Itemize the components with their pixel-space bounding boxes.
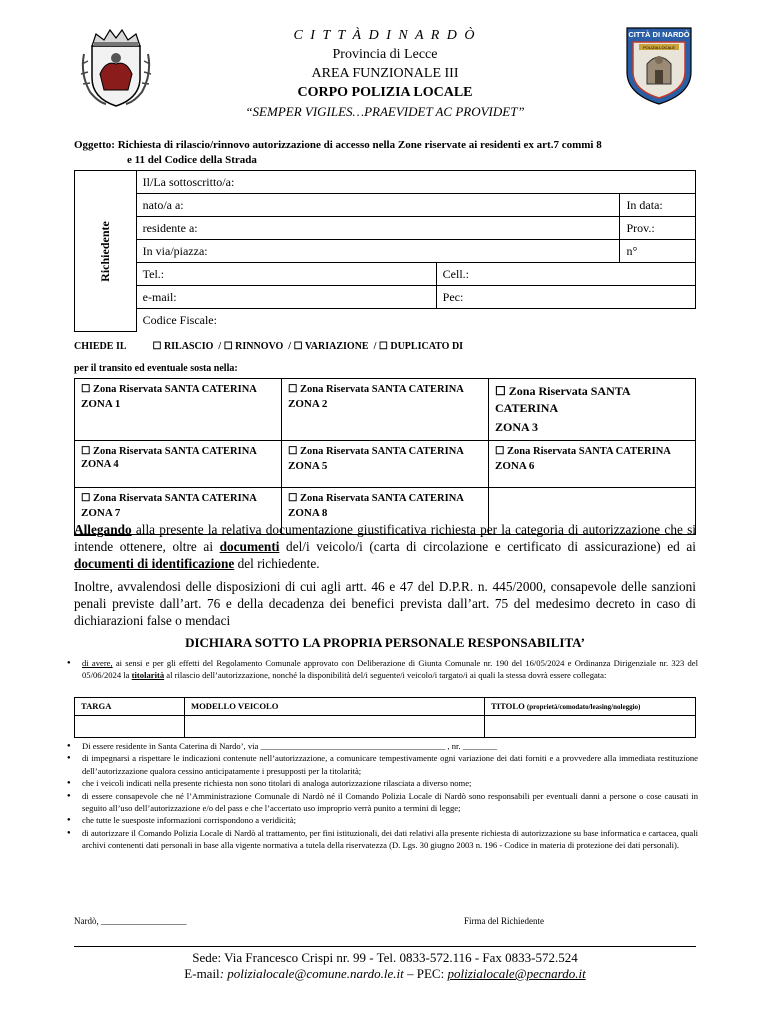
subject-label: Oggetto: <box>74 139 115 151</box>
signature-label: Firma del Richiedente <box>464 916 544 926</box>
vehicle-title-cell[interactable] <box>485 716 696 738</box>
declaration-title: DICHIARA SOTTO LA PROPRIA PERSONALE RESPONSABILITA’ <box>185 635 585 650</box>
bullet-commitment: ● di impegnarsi a rispettare le indicazioni contenute nell’autorizzazione, a comunicare tempestivamente ogni variazione dei dati forniti e a provvedere alla immediata restituzione dell’autorizzazione qualora cessino anticipatamente i presupposti per la titolarità; <box>64 752 698 777</box>
subject-line-1: Richiesta di rilascio/rinnovo autorizzazione di accesso nella Zone riservate ai residenti ex art.7 commi 8 <box>117 139 602 151</box>
declaration-bullets <box>64 740 698 852</box>
checkbox-release[interactable]: ☐ RILASCIO <box>152 341 214 352</box>
motto: “SEMPER VIGILES…PRAEVIDET AC PROVIDET” <box>245 104 525 119</box>
province-name: Provincia di Lecce <box>332 47 438 62</box>
field-mobile[interactable]: Cell.: <box>436 263 695 286</box>
request-label: CHIEDE IL <box>74 341 126 352</box>
bullet-liability: ● di essere consapevole che né l’Amministrazione Comunale di Nardò né il Comando Polizia Locale di Nardò sono responsabili per eventuali danni a persone o cose causati in seguito all’uso dell’autorizzazione e/o del pass e che l’accertato uso improprio verrà punito a termini di legge; <box>64 790 698 815</box>
field-birthdate[interactable]: In data: <box>620 194 696 217</box>
field-email[interactable]: e-mail: <box>136 286 436 309</box>
zone-4-option[interactable]: ☐ Zona Riservata SANTA CATERINA ZONA 4 <box>75 441 282 488</box>
subject-line-2: e 11 del Codice della Strada <box>127 154 257 166</box>
field-residence[interactable]: residente a: <box>136 217 620 240</box>
field-phone[interactable]: Tel.: <box>136 263 436 286</box>
applicant-side-label: Richiedente <box>75 171 137 332</box>
footer-pec-link[interactable]: polizialocale@pecnardo.it <box>447 966 586 981</box>
vehicle-plate-header: TARGA <box>75 698 185 716</box>
transit-label: per il transito ed eventuale sosta nella: <box>74 363 238 374</box>
zone-3-option[interactable]: ☐ Zona Riservata SANTA CATERINA ZONA 3 <box>489 379 696 441</box>
functional-area: AREA FUNZIONALE III <box>311 66 459 81</box>
crest-right-text: CITTÀ DI NARDÒ <box>628 30 690 39</box>
request-options: CHIEDE IL ☐ RILASCIO / ☐ RINNOVO / ☐ VARIAZIONE / ☐ DUPLICATO DI <box>74 341 464 352</box>
checkbox-duplicate[interactable]: ☐ DUPLICATO DI <box>378 341 464 352</box>
zone-1-option[interactable]: ☐ Zona Riservata SANTA CATERINA ZONA 1 <box>75 379 282 441</box>
legal-paragraph: Inoltre, avvalendosi delle disposizioni di cui agli artt. 46 e 47 del D.P.R. n. 445/2000, consapevole delle sanzioni penali previste dall’art. 76 e della decadenza dei benefici prevista dall’art. 75 del medesimo decreto in caso di dichiarazioni false o mendaci <box>74 579 696 628</box>
applicant-form <box>74 170 696 332</box>
field-birthplace[interactable]: nato/a a: <box>136 194 620 217</box>
field-street[interactable]: In via/piazza: <box>136 240 620 263</box>
place-date-field[interactable]: Nardò, ___________________ <box>74 916 187 926</box>
vehicle-table <box>74 697 696 738</box>
corps-name: CORPO POLIZIA LOCALE <box>297 85 473 100</box>
zone-7-option[interactable]: ☐ Zona Riservata SANTA CATERINA ZONA 7 <box>75 488 282 535</box>
vehicle-model-header: MODELLO VEICOLO <box>185 698 485 716</box>
zone-5-option[interactable]: ☐ Zona Riservata SANTA CATERINA ZONA 5 <box>282 441 489 488</box>
zone-8-option[interactable]: ☐ Zona Riservata SANTA CATERINA ZONA 8 <box>282 488 489 535</box>
vehicle-model-cell[interactable] <box>185 716 485 738</box>
checkbox-variation[interactable]: ☐ VARIAZIONE <box>293 341 369 352</box>
bullet-no-duplicate: ● che i veicoli indicati nella presente richiesta non sono titolari di analoga autorizzazione rilasciata a diverso nome; <box>64 777 698 789</box>
field-undersigned[interactable]: Il/La sottoscritto/a: <box>136 171 695 194</box>
attachment-paragraph: Allegando alla presente la relativa documentazione giustificativa richiesta per la categoria di autorizzazione che si intende ottenere, oltre ai documenti del/i veicolo/i (carta di circolazione e certificato di assicurazione) ed ai documenti di identificazione del richiedente. <box>74 522 696 571</box>
city-name: C I T T À D I N A R D Ò <box>293 28 477 43</box>
zones-table <box>74 378 696 535</box>
zone-2-option[interactable]: ☐ Zona Riservata SANTA CATERINA ZONA 2 <box>282 379 489 441</box>
footer-email[interactable]: : polizialocale@comune.nardo.le.it <box>219 966 404 981</box>
bullet-truthfulness: ● che tutte le suesposte informazioni corrispondono a veridicità; <box>64 814 698 826</box>
bullet-residence: ● Di essere residente in Santa Caterina di Nardo’, via ___________________________________________ , nr. ________ <box>64 740 698 752</box>
field-pec[interactable]: Pec: <box>436 286 695 309</box>
footer-address: Sede: Via Francesco Crispi nr. 99 - Tel. 0833-572.116 - Fax 0833-572.524 <box>192 950 578 965</box>
declaration-first-bullet: ● di avere, ai sensi e per gli effetti del Regolamento Comunale approvato con Deliberazione di Giunta Comunale nr. 190 del 16/05/2024 e Ordinanza Dirigenziale nr. 323 del 05/06/2024 la titolarità al rilascio dell’autorizzazione, nonché la disponibilità del/i seguente/i veicolo/i targato/i ai quali la stessa dovrà essere collegata: <box>64 657 698 682</box>
field-fiscal-code[interactable]: Codice Fiscale: <box>136 309 695 332</box>
subject <box>74 138 700 168</box>
footer-contacts: E-mail: polizialocale@comune.nardo.le.it – PEC: polizialocale@pecnardo.it <box>184 966 586 981</box>
field-province[interactable]: Prov.: <box>620 217 696 240</box>
crest-right-sub: POLIZIA LOCALE <box>642 45 676 50</box>
checkbox-renewal[interactable]: ☐ RINNOVO <box>223 341 284 352</box>
field-street-number[interactable]: n° <box>620 240 696 263</box>
footer <box>0 950 770 982</box>
letterhead <box>0 26 770 121</box>
vehicle-title-header: TITOLO (proprietà/comodato/leasing/noleggio) <box>485 698 696 716</box>
footer-divider <box>74 946 696 947</box>
bullet-privacy: ● di autorizzare il Comando Polizia Locale di Nardò al trattamento, per fini istituzionali, dei dati relativi alla presente richiesta di autorizzazione su base informatica e cartacea, quali archivi contenenti dati personali in base alla vigente normativa a tutela della riservatezza (D. Lgs. 30 giugno 2003 n. 196 - Codice in materia di protezione dei dati personali). <box>64 827 698 852</box>
vehicle-plate-cell[interactable] <box>75 716 185 738</box>
zone-6-option[interactable]: ☐ Zona Riservata SANTA CATERINA ZONA 6 <box>489 441 696 488</box>
